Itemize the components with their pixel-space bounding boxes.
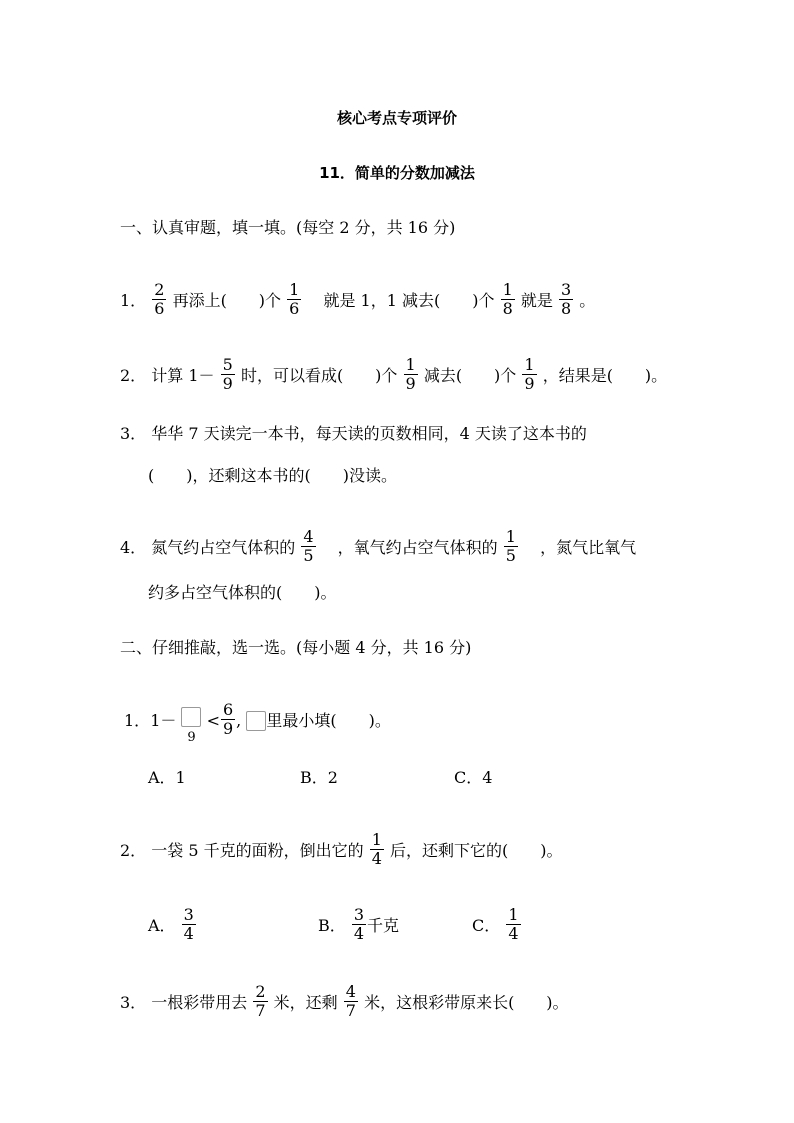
- s1-question-2: [120, 355, 668, 395]
- question-number: 4．: [120, 538, 147, 557]
- question-text: 就是 1，1 减去( )个: [307, 291, 495, 310]
- fraction: $\frac{2}{6}$: [154, 280, 165, 318]
- question-number: 1．: [124, 710, 151, 730]
- fraction: $\frac{6}{9}$: [222, 699, 234, 738]
- question-number: 1．: [120, 291, 147, 310]
- question-text: 再添上( )个: [172, 291, 282, 310]
- question-text: 米，这根彩带原来长( )。: [364, 993, 569, 1012]
- question-number: 2．: [120, 366, 147, 385]
- question-text: 就是: [520, 291, 553, 310]
- box-fraction: 9: [181, 706, 201, 749]
- section-2-heading: 二、仔细推敲，选一选。(每小题 4 分，共 16 分): [120, 638, 472, 657]
- fraction: $\frac{1}{6}$: [289, 280, 300, 318]
- page-title: 核心考点专项评价: [336, 109, 457, 127]
- question-text: 华华 7 天读完一本书，每天读的页数相同，4 天读了这本书的: [151, 424, 587, 443]
- s2-question-3: [120, 982, 569, 1022]
- fraction: $\frac{1}{5}$: [505, 527, 516, 565]
- answer-box[interactable]: [181, 707, 201, 727]
- fraction: $\frac{3}{4}$: [353, 905, 365, 943]
- question-text: ，氧气约占空气体积的: [321, 538, 498, 557]
- question-text: 里最小填( )。: [266, 710, 391, 730]
- s2-question-2: [120, 830, 563, 870]
- option-label: C．: [472, 916, 501, 935]
- question-text: 减去( )个: [423, 366, 517, 385]
- s2-q1-option-c[interactable]: C．4: [454, 768, 493, 787]
- s1-question-4-line-2: 约多占空气体积的( )。: [148, 583, 337, 602]
- fraction: $\frac{1}{8}$: [502, 280, 513, 318]
- less-than-sign: <: [206, 710, 220, 730]
- question-text: 氮气约占空气体积的: [151, 538, 296, 557]
- s2-question-1: [124, 700, 391, 743]
- fraction: $\frac{1}{4}$: [508, 905, 519, 943]
- answer-box[interactable]: [246, 711, 266, 731]
- question-number: 3．: [120, 993, 147, 1012]
- s2-q2-option-c[interactable]: [472, 905, 522, 945]
- question-number: 2．: [120, 841, 147, 860]
- fraction: $\frac{1}{9}$: [405, 355, 416, 393]
- section-1-heading: 一、认真审题，填一填。(每空 2 分，共 16 分): [120, 218, 456, 237]
- s1-question-4: [120, 527, 637, 567]
- question-text: 一根彩带用去: [151, 993, 248, 1012]
- question-text: 1－: [150, 710, 177, 730]
- fraction: $\frac{3}{4}$: [183, 905, 194, 943]
- question-text: 计算 1－: [151, 366, 215, 385]
- fraction: $\frac{4}{5}$: [303, 527, 314, 565]
- unit-text: 千克: [367, 916, 400, 935]
- fraction: $\frac{4}{7}$: [345, 982, 356, 1020]
- question-text: 时，可以看成( )个: [240, 366, 398, 385]
- s2-q2-option-a[interactable]: [148, 905, 197, 945]
- fraction: $\frac{1}{9}$: [524, 355, 535, 393]
- question-text: 后，还剩下它的( )。: [390, 841, 563, 860]
- fraction: $\frac{3}{8}$: [560, 280, 572, 318]
- question-text: 米，还剩: [273, 993, 338, 1012]
- s1-question-1: [120, 280, 596, 320]
- question-text: ，结果是( )。: [542, 366, 668, 385]
- option-label: A．: [148, 916, 176, 935]
- fraction: $\frac{2}{7}$: [255, 982, 266, 1020]
- s1-question-3-line-2: ( )，还剩这本书的( )没读。: [148, 466, 397, 485]
- option-label: B．: [318, 916, 346, 935]
- question-text: 。: [579, 291, 596, 310]
- page-subtitle: 11．简单的分数加减法: [319, 164, 475, 182]
- question-number: 3．: [120, 424, 147, 443]
- question-text: ，氮气比氧气: [524, 538, 637, 557]
- s1-question-3: [120, 424, 587, 444]
- fraction: $\frac{5}{9}$: [222, 355, 233, 393]
- s2-q1-option-b[interactable]: B．2: [300, 768, 338, 787]
- question-text: ,: [236, 710, 242, 730]
- s2-q2-option-b[interactable]: [318, 905, 400, 945]
- question-text: 一袋 5 千克的面粉，倒出它的: [151, 841, 364, 860]
- fraction: $\frac{1}{4}$: [371, 830, 382, 868]
- s2-q1-option-a[interactable]: A．1: [148, 768, 186, 787]
